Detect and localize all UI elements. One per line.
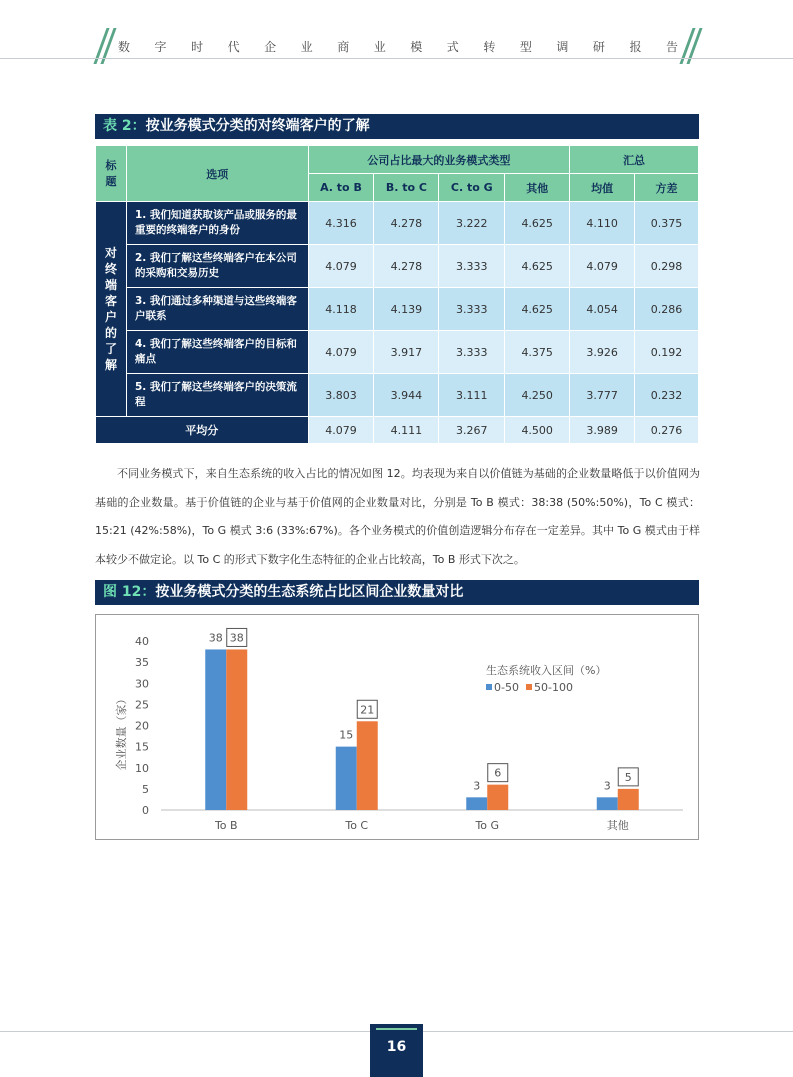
data-label: 38 (229, 631, 244, 645)
average-label: 平均分 (96, 417, 309, 444)
x-tick-label: To G (475, 819, 500, 832)
table-cell: 0.232 (635, 374, 699, 417)
legend-item: 0-50 (494, 681, 519, 694)
header-title-char: 代 (227, 40, 240, 54)
figure12-label: 图 12： (103, 584, 156, 600)
bar (357, 721, 378, 810)
table-cell: 4.079 (308, 331, 374, 374)
header-title-char: 报 (629, 40, 642, 54)
data-label: 21 (360, 703, 375, 717)
table2 (95, 145, 699, 444)
side-label-text (96, 245, 126, 373)
table-cell: 3.777 (570, 374, 635, 417)
header-title-char: 时 (191, 40, 204, 54)
y-tick-label: 35 (135, 656, 149, 670)
data-label: 38 (208, 631, 223, 645)
y-tick-label: 20 (135, 719, 149, 733)
table-cell: 4.079 (570, 245, 635, 288)
legend-item: 50-100 (534, 681, 573, 694)
table-cell: 3.989 (570, 417, 635, 444)
x-tick-label: To C (345, 819, 369, 832)
side-label-char: 的 (104, 326, 117, 340)
side-label-char: 解 (104, 358, 117, 372)
table-cell: 4.625 (505, 245, 570, 288)
header-title (118, 38, 678, 55)
table-cell: 4.110 (570, 202, 635, 245)
subcol-header: B. to C (374, 174, 439, 202)
data-label: 6 (494, 766, 502, 780)
row-question: 4. 我们了解这些终端客户的目标和痛点 (126, 331, 308, 374)
legend (486, 681, 573, 694)
x-axis-labels (214, 818, 629, 832)
table2-label: 表 2： (103, 118, 146, 134)
table-cell: 4.139 (374, 288, 439, 331)
body-paragraph: 不同业务模式下，来自生态系统的收入占比的情况如图 12。均表现为来自以价值链为基础的企业数量略低于以价值网为基础的企业数量。基于价值链的企业与基于价值网的企业数量对比，分别是 To B 模式：38:38 (50%:50%)，To C 模式：15:21 (42%:58%)，To G 模式 3:6 (33%:67%)。各个业务模式的价值创造逻辑分布存在一定差异。其中 To G 模式由于样本较少不做定论。以 To C 的形式下数字化生态特征的企业占比较高，To B 形式下次之。 (95, 467, 700, 566)
header-title-char: 数 (118, 40, 131, 54)
bar (487, 785, 508, 810)
header-title-char: 调 (556, 40, 569, 54)
table-row (96, 288, 699, 331)
table-cell: 3.803 (308, 374, 374, 417)
table-cell: 4.111 (374, 417, 439, 444)
header-group-main: 公司占比最大的业务模式类型 (308, 146, 570, 174)
header-title-char: 业 (373, 40, 386, 54)
bar (618, 789, 639, 810)
header-biaoti (96, 146, 127, 202)
table-cell: 3.917 (374, 331, 439, 374)
header-title-char: 商 (337, 40, 350, 54)
side-label-char: 对 (104, 246, 117, 260)
table-cell: 4.079 (308, 245, 374, 288)
table-cell: 3.333 (439, 331, 505, 374)
table-cell: 4.054 (570, 288, 635, 331)
header-title-char: 研 (592, 40, 605, 54)
legend-swatch (486, 684, 492, 690)
table-cell: 3.111 (439, 374, 505, 417)
side-label-char: 端 (104, 278, 117, 292)
header-title-char: 模 (410, 40, 423, 54)
figure12-title-bar (95, 580, 699, 605)
table-cell: 4.375 (505, 331, 570, 374)
bar (466, 797, 487, 810)
header-divider (0, 58, 793, 59)
subcol-header: 方差 (635, 174, 699, 202)
data-label: 3 (473, 779, 481, 793)
data-label: 15 (339, 728, 354, 742)
table-cell: 3.333 (439, 245, 505, 288)
row-question: 3. 我们通过多种渠道与这些终端客户联系 (126, 288, 308, 331)
figure12-title: 按业务模式分类的生态系统占比区间企业数量对比 (155, 584, 464, 600)
header-option: 选项 (126, 146, 308, 202)
table-row (96, 374, 699, 417)
row-question: 1. 我们知道获取该产品或服务的最重要的终端客户的身份 (126, 202, 308, 245)
y-tick-label: 10 (135, 761, 149, 775)
header-biaoti-text: 标题 (105, 158, 117, 188)
data-label: 3 (603, 779, 611, 793)
header-title-char: 式 (446, 40, 459, 54)
x-tick-label: To B (214, 819, 238, 832)
bar (205, 649, 226, 810)
subcol-header: 均值 (570, 174, 635, 202)
table-cell: 3.333 (439, 288, 505, 331)
subcol-header: C. to G (439, 174, 505, 202)
bar (336, 747, 357, 810)
header-group-summary: 汇总 (570, 146, 699, 174)
table-cell: 4.118 (308, 288, 374, 331)
bars (205, 628, 639, 810)
y-tick-label: 5 (142, 782, 149, 796)
header-title-char: 型 (519, 40, 532, 54)
row-question: 2. 我们了解这些终端客户在本公司的采购和交易历史 (126, 245, 308, 288)
subcol-header: 其他 (505, 174, 570, 202)
table-row (96, 202, 699, 245)
bar (597, 797, 618, 810)
side-label (96, 202, 127, 417)
table-cell: 4.250 (505, 374, 570, 417)
table-row-average (96, 417, 699, 444)
table-cell: 3.944 (374, 374, 439, 417)
data-label: 5 (624, 770, 632, 784)
header-title-char: 转 (483, 40, 496, 54)
table-cell: 3.222 (439, 202, 505, 245)
page-number: 16 (370, 1024, 423, 1077)
table2-title: 按业务模式分类的对终端客户的了解 (145, 118, 370, 134)
table-cell: 0.286 (635, 288, 699, 331)
table2-title-bar (95, 114, 699, 139)
row-question: 5. 我们了解这些终端客户的决策流程 (126, 374, 308, 417)
table-cell: 3.267 (439, 417, 505, 444)
table-cell: 0.375 (635, 202, 699, 245)
table-cell: 3.926 (570, 331, 635, 374)
table-cell: 4.278 (374, 245, 439, 288)
bar (226, 649, 247, 810)
table-cell: 0.276 (635, 417, 699, 444)
header-title-char: 企 (264, 40, 277, 54)
table-cell: 4.316 (308, 202, 374, 245)
header-title-char: 业 (300, 40, 313, 54)
table-cell: 0.192 (635, 331, 699, 374)
table-row (96, 331, 699, 374)
side-label-char: 了 (104, 342, 117, 356)
table-cell: 4.500 (505, 417, 570, 444)
header-title-char: 告 (665, 40, 678, 54)
header-title-char: 字 (154, 40, 167, 54)
y-tick-label: 25 (135, 698, 149, 712)
table-row (96, 245, 699, 288)
y-tick-label: 15 (135, 740, 149, 754)
subcol-header: A. to B (308, 174, 374, 202)
table-cell: 4.625 (505, 288, 570, 331)
y-axis-ticks (135, 635, 149, 817)
table-cell: 0.298 (635, 245, 699, 288)
table-cell: 4.079 (308, 417, 374, 444)
bar-chart (95, 614, 699, 840)
y-tick-label: 40 (135, 635, 149, 648)
y-axis-label: 企业数量（家） (115, 693, 128, 771)
y-tick-label: 0 (142, 804, 149, 817)
table-cell: 4.625 (505, 202, 570, 245)
side-label-char: 终 (104, 262, 117, 276)
table-cell: 4.278 (374, 202, 439, 245)
page-header (0, 0, 793, 62)
y-tick-label: 30 (135, 677, 149, 691)
side-label-char: 客 (104, 294, 117, 308)
legend-title: 生态系统收入区间（%） (486, 664, 607, 677)
x-tick-label: 其他 (606, 819, 629, 832)
side-label-char: 户 (104, 310, 117, 324)
legend-swatch (526, 684, 532, 690)
